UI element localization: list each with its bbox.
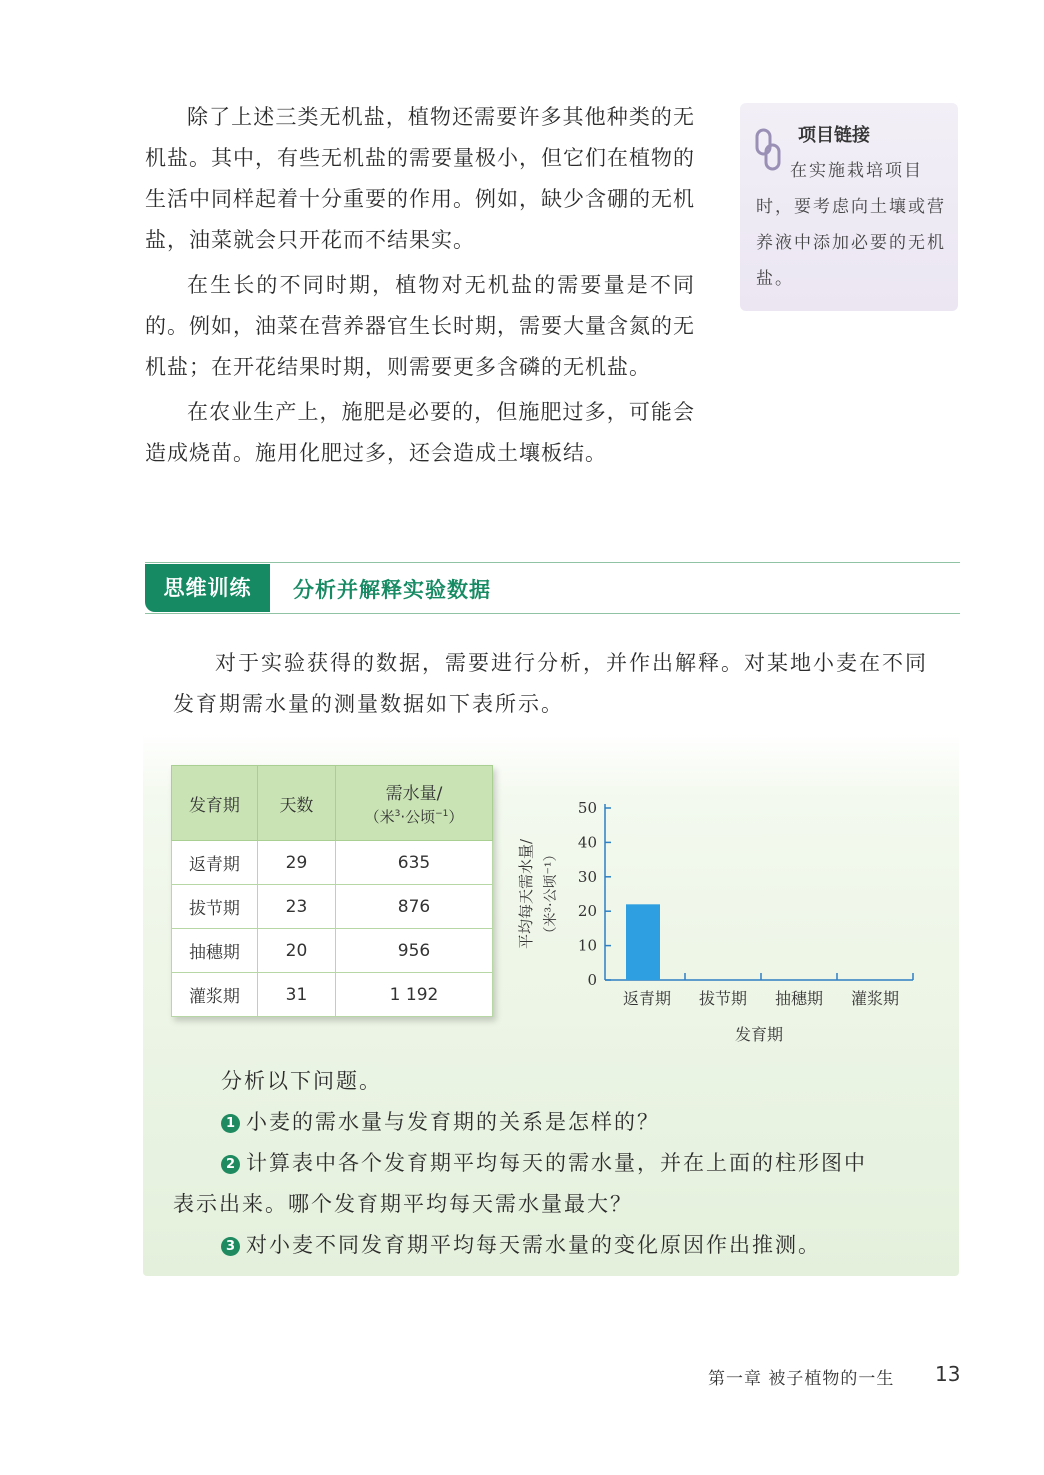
questions-lead: 分析以下问题。 [221,1069,382,1093]
cell-stage: 拔节期 [172,885,258,929]
body-text [145,97,695,478]
table-row [172,885,493,929]
y-axis-label-line1: 平均每天需水量/ [517,838,535,950]
project-link-note [740,103,958,311]
unit-part-3: ） [448,808,464,826]
section-tag: 思维训练 [145,564,270,612]
cell-days: 31 [257,973,335,1017]
divider-bottom [145,613,960,614]
paragraph-1: 除了上述三类无机盐，植物还需要许多其他种类的无机盐。其中，有些无机盐的需要量极小，但它们在植物的生活中同样起着十分重要的作用。例如，缺少含硼的无机盐，油菜就会只开花而不结果实。 [145,105,695,252]
intro-text: 对于实验获得的数据，需要进行分析，并作出解释。对某地小麦在不同发育期需水量的测量数据如下表所示。 [173,651,928,716]
table-header-row [172,766,493,841]
exercise-intro [173,643,943,725]
unit-part-1: （米 [364,808,395,826]
y-tick-label: 20 [577,902,597,921]
cell-water: 876 [336,885,493,929]
question-1 [173,1102,943,1143]
header-stage: 发育期 [172,766,258,841]
y-tick-label: 10 [577,936,597,955]
table-row [172,973,493,1017]
y-tick-label: 30 [577,867,597,886]
note-title: 项目链接 [798,125,870,146]
chapter-footer: 第一章 被子植物的一生 [708,1369,895,1389]
note-body: 在实施栽培项目时，要考虑向土壤或营养液中添加必要的无机盐。 [756,161,946,289]
paragraph-3: 在农业生产上，施肥是必要的，但施肥过多，可能会造成烧苗。施用化肥过多，还会造成土壤板结。 [145,400,695,465]
question-2-continued: 表示出来。哪个发育期平均每天需水量最大？ [173,1192,633,1216]
unit-sup-2: −1 [435,809,449,819]
header-days: 天数 [257,766,335,841]
table-row [172,929,493,973]
question-2-text-a: 计算表中各个发育期平均每天的需水量，并在上面的柱形图中 [246,1151,867,1175]
unit-part-2: ·公顷 [400,808,436,826]
question-number-badge: 3 [221,1237,240,1256]
y-axis-label-line2: （米³·公顷⁻¹） [543,847,559,941]
y-tick-label: 40 [577,833,597,852]
y-tick-label: 50 [577,799,597,817]
x-tick-label: 拔节期 [698,989,748,1008]
header-water-label: 需水量/ [385,784,443,804]
question-2 [173,1143,943,1184]
section-header [145,562,960,614]
unit-sup-1: 3 [394,809,401,819]
bar-chart [513,784,933,1054]
cell-water: 635 [336,841,493,885]
divider-top [145,562,960,563]
cell-water: 1 192 [336,973,493,1017]
question-3 [173,1225,943,1266]
cell-stage: 灌浆期 [172,973,258,1017]
y-tick-label: 0 [587,971,597,989]
cell-days: 29 [257,841,335,885]
exercise-box [143,734,959,1276]
x-tick-label: 灌浆期 [850,989,900,1008]
cell-days: 20 [257,929,335,973]
section-title: 分析并解释实验数据 [293,578,491,602]
cell-stage: 返青期 [172,841,258,885]
question-number-badge: 2 [221,1155,240,1174]
x-tick-label: 返青期 [622,989,672,1008]
table-row [172,841,493,885]
header-water [336,766,493,841]
water-demand-table [171,765,493,1017]
page-number: 13 [935,1362,961,1386]
cell-stage: 抽穗期 [172,929,258,973]
cell-days: 23 [257,885,335,929]
x-axis-label: 发育期 [734,1025,784,1044]
analysis-questions [173,1061,943,1266]
x-tick-label: 抽穗期 [774,989,824,1008]
bar [626,904,660,980]
question-3-text: 对小麦不同发育期平均每天需水量的变化原因作出推测。 [246,1233,821,1257]
question-1-text: 小麦的需水量与发育期的关系是怎样的？ [246,1110,660,1134]
question-number-badge: 1 [221,1114,240,1133]
header-water-unit [337,806,491,827]
paragraph-2: 在生长的不同时期，植物对无机盐的需要量是不同的。例如，油菜在营养器官生长时期，需要大量含氮的无机盐；在开花结果时期，则需要更多含磷的无机盐。 [145,273,695,379]
cell-water: 956 [336,929,493,973]
